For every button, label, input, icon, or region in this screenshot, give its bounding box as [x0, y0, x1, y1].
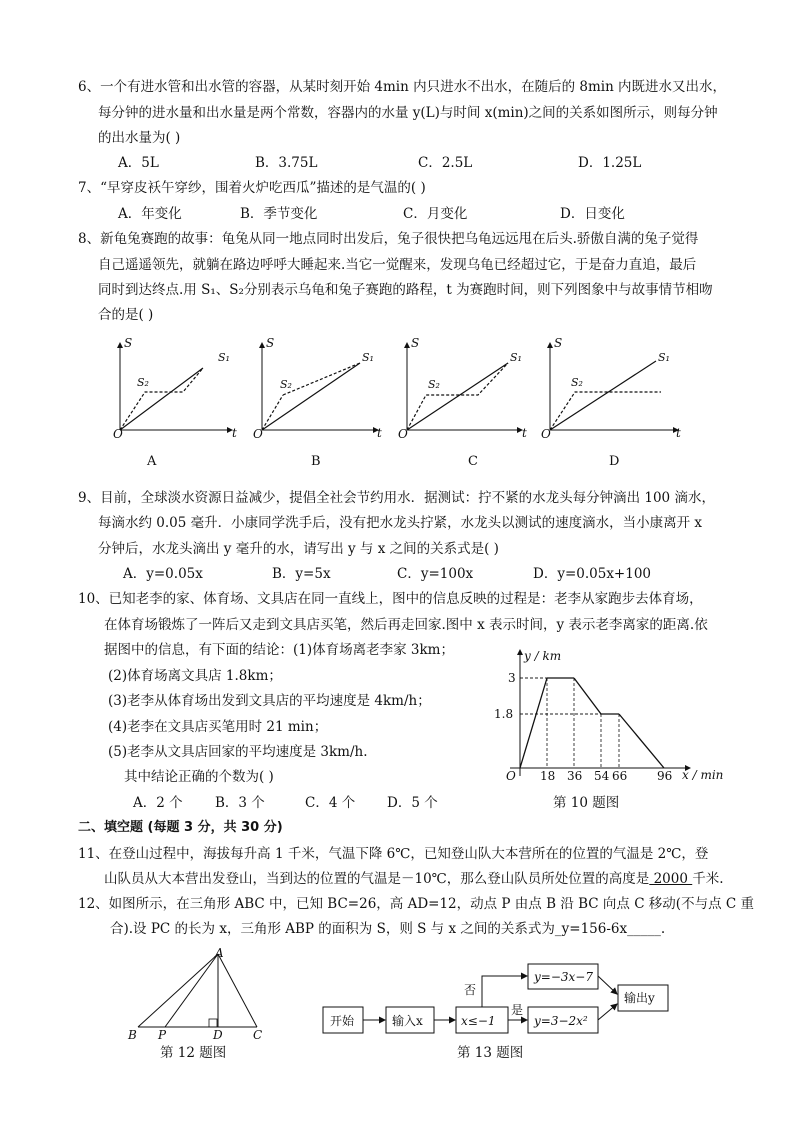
q13-no: 否	[464, 983, 477, 997]
q12-label-d: D	[213, 1028, 223, 1042]
q9-option-b: B．y=5x	[272, 566, 331, 582]
q13-input: 输入x	[392, 1014, 423, 1028]
q7-option-a: A．年变化	[118, 206, 182, 222]
q7-option-d: D．日变化	[560, 206, 625, 222]
q9-option-d: D．y=0.05x+100	[533, 566, 652, 582]
q10-line-segment	[574, 678, 601, 714]
q8-c-s1: S₁	[510, 351, 522, 364]
q10-line-segment	[520, 678, 547, 768]
q12-caption: 第 12 题图	[160, 1045, 227, 1061]
q11-line2	[104, 870, 724, 888]
q10-option-d: D．5 个	[387, 795, 438, 811]
q12-label-c: C	[253, 1028, 263, 1042]
q11-line1: 11、在登山过程中，海拔每升高 1 千米，气温下降 6℃，已知登山队大本营所在的位置的气温是 2℃，登	[78, 846, 709, 862]
q8-b-s2: S₂	[280, 378, 292, 391]
q8-d-origin: O	[541, 427, 551, 441]
q10-x-label: x / min	[682, 768, 724, 782]
q8-choice-c: C	[468, 454, 478, 469]
q7-line1: 7、“早穿皮袄午穿纱，围着火炉吃西瓜”描述的是气温的( )	[78, 180, 426, 196]
q8-d-s1: S₁	[658, 351, 670, 364]
q9-line2: 每滴水约 0.05 毫升．小康同学洗手后，没有把水龙头拧紧，水龙头以测试的速度滴水，当小康离开 x	[98, 515, 703, 531]
q8-c-s: S	[411, 336, 420, 350]
q10-option-b: B．3 个	[215, 795, 265, 811]
q6-option-a: A．5L	[118, 155, 159, 171]
q10-y-label: y / km	[524, 649, 562, 663]
q10-option-a: A．2 个	[133, 795, 183, 811]
q10-chart	[490, 648, 750, 783]
q12-label-p: P	[158, 1028, 167, 1042]
q8-graphs	[0, 335, 794, 470]
q12-label-b: B	[128, 1028, 137, 1042]
q10-conclusion-2: (2)体育场离文具店 1.8km；	[108, 668, 282, 684]
q8-d-s: S	[554, 336, 563, 350]
q8-line4: 合的是( )	[98, 307, 154, 323]
q10-line1: 10、已知老李的家、体育场、文具店在同一直线上，图中的信息反映的过程是：老李从家跑步去体育场，	[78, 591, 703, 607]
section-2-title: 二、填空题 (每题 3 分，共 30 分)	[78, 820, 283, 835]
q10-conclusion-3: (3)老李从体育场出发到文具店的平均速度是 4km/h；	[108, 693, 431, 709]
q13-caption: 第 13 题图	[457, 1045, 524, 1061]
q8-graph-b	[253, 336, 382, 469]
q8-choice-d: D	[609, 454, 620, 469]
q10-x-tick: O	[506, 769, 516, 783]
q10-ask: 其中结论正确的个数为( )	[124, 769, 274, 785]
q7-option-c: C．月变化	[403, 206, 468, 222]
q6-option-d: D．1.25L	[578, 155, 642, 171]
q8-graph-d	[541, 336, 681, 469]
q11-line2-text: 山队员从大本营出发登山，当到达的位置的气温是－10℃，那么登山队员所处位置的高度是	[104, 871, 650, 887]
q6-option-b: B．3.75L	[255, 155, 318, 171]
q6-line3: 的出水量为( )	[98, 130, 181, 146]
q8-c-origin: O	[398, 427, 408, 441]
q12-line2	[110, 920, 665, 938]
q8-line2: 自己遥遥领先，就躺在路边呼呼大睡起来.当它一觉醒来，发现乌龟已经超过它，于是奋力直追，最后	[98, 257, 697, 273]
q12-line1: 12、如图所示，在三角形 ABC 中，已知 BC=26，高 AD=12，动点 P 由点 B 沿 BC 向点 C 移动(不与点 C 重	[78, 896, 754, 912]
q13-condition: x≤−1	[461, 1014, 496, 1028]
q8-a-t: t	[232, 426, 237, 440]
q8-a-s2: S₂	[137, 376, 149, 389]
q12-figure	[125, 944, 285, 1044]
q7-option-b: B．季节变化	[240, 206, 318, 222]
q10-y-tick: 3	[508, 671, 516, 685]
q10-x-tick: 96	[657, 769, 673, 783]
q12-answer: _y=156-6x_____	[554, 921, 661, 937]
q10-y-tick: 1.8	[494, 707, 514, 721]
q8-d-t: t	[676, 426, 681, 440]
q6-option-c: C．2.5L	[418, 155, 473, 171]
q12-line2-text: 合).设 PC 的长为 x，三角形 ABP 的面积为 S，则 S 与 x 之间的关系式为	[110, 921, 555, 937]
q8-line3: 同时到达终点.用 S₁、S₂分别表示乌龟和兔子赛跑的路程，t 为赛跑时间，则下列图象中与故事情节相吻	[98, 282, 713, 298]
q8-b-s: S	[266, 336, 275, 350]
q8-b-t: t	[377, 426, 382, 440]
q10-caption: 第 10 题图	[553, 795, 620, 811]
q10-x-tick: 54	[594, 769, 610, 783]
q10-conclusion-5: (5)老李从文具店回家的平均速度是 3km/h.	[108, 744, 368, 760]
q10-conclusion-4: (4)老李在文具店买笔用时 21 min；	[108, 719, 328, 735]
q13-f1: y=−3x−7	[534, 970, 593, 984]
q8-graph-c	[398, 336, 527, 469]
q8-a-s1: S₁	[218, 351, 230, 364]
q11-line2-end: 千米.	[692, 871, 724, 887]
q8-a-s: S	[124, 336, 133, 350]
q8-c-s2: S₂	[428, 378, 440, 391]
q6-line2: 每分钟的进水量和出水量是两个常数，容器内的水量 y(L)与时间 x(min)之间的关系如图所示，则每分钟	[98, 105, 718, 121]
q12-line2-end: .	[660, 921, 666, 937]
q12-label-a: A	[215, 946, 224, 960]
q10-line2: 在体育场锻炼了一阵后又走到文具店买笔，然后再走回家.图中 x 表示时间，y 表示老李离家的距离.依	[104, 617, 708, 633]
q8-line1: 8、新龟兔赛跑的故事：龟兔从同一地点同时出发后，兔子很快把乌龟远远甩在后头.骄傲自满的兔子觉得	[78, 231, 699, 247]
q13-start: 开始	[330, 1014, 355, 1028]
q8-choice-a: A	[147, 454, 157, 469]
q6-line1: 6、一个有进水管和出水管的容器，从某时刻开始 4min 内只进水不出水，在随后的 8min 内既进水又出水，	[78, 79, 727, 95]
q10-x-tick: 36	[567, 769, 583, 783]
q8-c-t: t	[522, 426, 527, 440]
q10-line3: 据图中的信息，有下面的结论：(1)体育场离老李家 3km；	[104, 642, 454, 658]
q13-output: 输出y	[624, 991, 655, 1005]
q8-b-origin: O	[253, 427, 263, 441]
q8-b-s1: S₁	[362, 351, 374, 364]
q13-f2: y=3−2x²	[534, 1014, 588, 1028]
q10-line-segment	[619, 714, 664, 768]
q13-yes: 是	[511, 1003, 524, 1017]
q8-a-origin: O	[113, 427, 123, 441]
q8-choice-b: B	[311, 454, 321, 469]
q10-x-tick: 66	[612, 769, 628, 783]
q9-option-a: A．y=0.05x	[123, 566, 203, 582]
q8-d-s2: S₂	[571, 376, 583, 389]
q9-line1: 9、目前，全球淡水资源日益减少，提倡全社会节约用水．据测试：拧不紧的水龙头每分钟滴出 100 滴水，	[78, 490, 715, 506]
q10-option-c: C．4 个	[305, 795, 356, 811]
q11-answer: 2000	[649, 871, 693, 887]
q8-graph-a	[113, 336, 237, 469]
q9-line3: 分钟后，水龙头滴出 y 毫升的水，请写出 y 与 x 之间的关系式是( )	[98, 541, 499, 557]
q10-x-tick: 18	[540, 769, 556, 783]
q9-option-c: C．y=100x	[397, 566, 474, 582]
